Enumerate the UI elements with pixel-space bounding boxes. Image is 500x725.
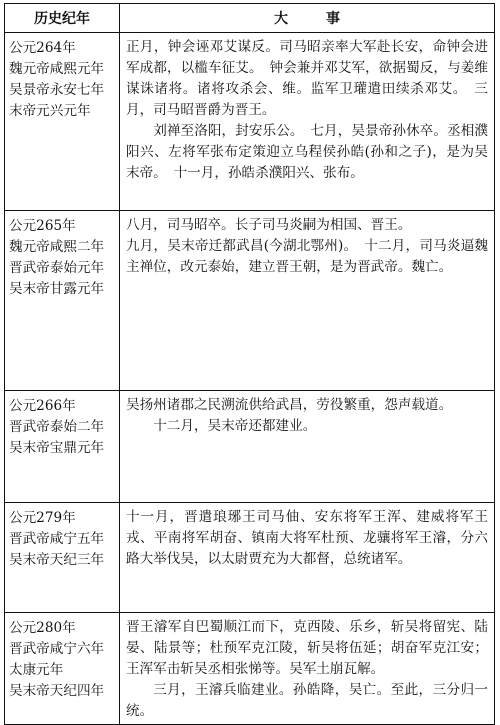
era-line: 吴末帝甘露元年 <box>9 281 105 298</box>
table-row <box>5 503 495 613</box>
era-line: 魏元帝咸熙二年 <box>9 239 105 256</box>
events-cell <box>120 613 495 725</box>
chronology-table <box>4 3 495 725</box>
era-line: 吴末帝天纪三年 <box>9 552 105 569</box>
event-paragraph: 正月，钟会诬邓艾谋反。司马昭亲率大军赴长安，命钟会进军成都，以槛车征艾。 钟会兼并邓艾军，欲据蜀反，与姜维谋诛诸将。诸将攻杀会、维。监军卫瓘遣田续杀邓艾。 三月，司马昭晋爵为晋王。 <box>126 39 488 119</box>
era-line: 吴末帝天纪四年 <box>9 683 105 700</box>
era-line: 晋武帝咸宁五年 <box>9 531 105 548</box>
era-cell <box>5 211 120 391</box>
era-line: 魏元帝咸熙元年 <box>9 61 105 78</box>
event-paragraph: 九月，吴末帝迁都武昌(今湖北鄂州)。 十二月，司马炎逼魏主禅位，改元泰始，建立晋王朝，是为晋武帝。魏亡。 <box>126 238 488 276</box>
events-cell <box>120 211 495 391</box>
era-line: 公元280年 <box>9 620 76 636</box>
era-line: 吴末帝宝鼎元年 <box>9 440 105 457</box>
era-cell <box>5 503 120 613</box>
chronology-table-page <box>4 3 495 720</box>
header-events: 大事 <box>120 4 495 33</box>
era-line: 公元279年 <box>9 510 76 526</box>
table-header-row <box>5 4 495 33</box>
era-line: 公元265年 <box>9 218 76 234</box>
events-cell <box>120 391 495 503</box>
event-paragraph: 刘禅至洛阳，封安乐公。 七月，吴景帝孙休卒。丞相濮阳兴、左将军张布定策迎立乌程侯孙皓(孙和之子)，是为吴末帝。 十一月，孙皓杀濮阳兴、张布。 <box>126 123 488 182</box>
event-paragraph: 吴扬州诸郡之民溯流供给武昌，劳役繁重，怨声载道。 <box>126 397 453 413</box>
header-era: 历史纪年 <box>5 4 120 33</box>
table-row <box>5 613 495 725</box>
events-cell <box>120 503 495 613</box>
event-paragraph: 晋王濬军自巴蜀顺江而下，克西陵、乐乡，斩吴将留宪、陆晏、陆景等；杜预军克江陵，斩吴将伍延；胡奋军克江安；王浑军击斩吴丞相张悌等。吴军土崩瓦解。 <box>126 619 488 678</box>
table-row <box>5 33 495 211</box>
table-row <box>5 211 495 391</box>
table-row <box>5 391 495 503</box>
era-line: 吴景帝永安七年 末帝元兴元年 <box>9 82 118 120</box>
events-cell <box>120 33 495 211</box>
era-cell <box>5 391 120 503</box>
event-paragraph: 八月，司马昭卒。长子司马炎嗣为相国、晋王。 <box>126 217 412 233</box>
era-line: 公元264年 <box>9 40 76 56</box>
era-line: 晋武帝咸宁六年 太康元年 <box>9 641 118 679</box>
event-paragraph: 三月，王濬兵临建业。孙皓降，吴亡。至此，三分归一统。 <box>126 682 488 720</box>
era-cell <box>5 33 120 211</box>
era-line: 公元266年 <box>9 398 76 414</box>
era-line: 晋武帝泰始二年 <box>9 419 105 436</box>
era-line: 晋武帝泰始元年 <box>9 260 105 277</box>
event-paragraph: 十二月，吴末帝还都建业。 <box>153 418 317 435</box>
event-paragraph: 十一月，晋遣琅琊王司马伷、安东将军王浑、建威将军王戎、平南将军胡奋、镇南大将军杜预、龙骧将军王濬，分六路大举伐吴，以太尉贾充为大都督，总统诸军。 <box>126 509 488 568</box>
era-cell <box>5 613 120 725</box>
